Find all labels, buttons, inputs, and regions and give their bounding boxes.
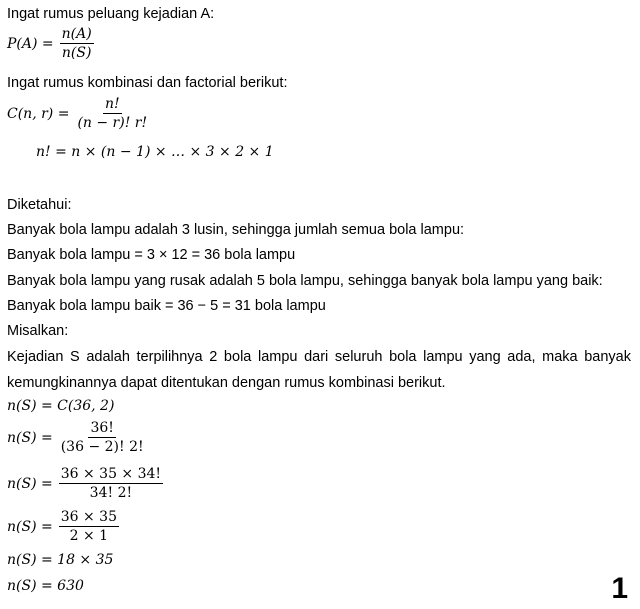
probability-denominator: n(S) — [61, 45, 92, 61]
step-2-numerator: 36! — [90, 420, 114, 436]
known-line-3: Banyak bola lampu yang rusak adalah 5 bola lampu, sehingga banyak bola lampu yang baik: — [7, 273, 603, 289]
combination-fraction — [75, 96, 149, 131]
sample-space-step-3 — [7, 466, 163, 501]
step-2-denominator: (36 − 2)! 2! — [60, 439, 144, 455]
probability-numerator: n(A) — [61, 26, 92, 42]
sample-space-step-1: n(S) = C(36, 2) — [7, 398, 115, 414]
combination-numerator: n! — [104, 96, 120, 112]
probability-formula — [7, 26, 94, 61]
intro-combination-text: Ingat rumus kombinasi dan factorial berikut: — [7, 75, 288, 91]
combination-formula — [7, 96, 149, 131]
step-4-lhs: n(S) = — [7, 518, 53, 535]
probability-fraction — [60, 26, 94, 61]
factorial-formula: n! = n × (n − 1) × … × 3 × 2 × 1 — [36, 144, 274, 160]
sample-space-result: n(S) = 630 — [7, 578, 84, 594]
step-4-numerator: 36 × 35 — [60, 509, 117, 525]
step-2-lhs: n(S) = — [7, 429, 53, 446]
known-heading: Diketahui: — [7, 197, 72, 213]
combination-denominator: (n − r)! r! — [77, 115, 148, 131]
known-line-2: Banyak bola lampu = 3 × 12 = 36 bola lampu — [7, 247, 296, 263]
known-line-1: Banyak bola lampu adalah 3 lusin, sehingga jumlah semua bola lampu: — [7, 222, 465, 238]
sample-space-step-2 — [7, 420, 146, 455]
suppose-heading: Misalkan: — [7, 323, 69, 339]
known-line-4: Banyak bola lampu baik = 36 − 5 = 31 bola lampu — [7, 298, 326, 314]
sample-space-step-4 — [7, 509, 119, 544]
step-4-denominator: 2 × 1 — [69, 528, 109, 544]
step-4-fraction — [59, 509, 119, 544]
event-description-line-1: Kejadian S adalah terpilihnya 2 bola lampu dari seluruh bola lampu yang ada, maka banyak — [7, 349, 631, 365]
step-3-fraction — [59, 466, 163, 501]
probability-lhs: P(A) = — [7, 35, 54, 52]
step-2-fraction — [59, 420, 146, 455]
page-number: 1 — [611, 572, 628, 605]
combination-lhs: C(n, r) = — [7, 105, 70, 122]
step-3-denominator: 34! 2! — [89, 485, 133, 501]
sample-space-step-5: n(S) = 18 × 35 — [7, 552, 114, 568]
intro-probability-text: Ingat rumus peluang kejadian A: — [7, 6, 215, 22]
step-3-numerator: 36 × 35 × 34! — [60, 466, 162, 482]
event-description-line-2: kemungkinannya dapat ditentukan dengan rumus kombinasi berikut. — [7, 375, 446, 391]
step-3-lhs: n(S) = — [7, 475, 53, 492]
